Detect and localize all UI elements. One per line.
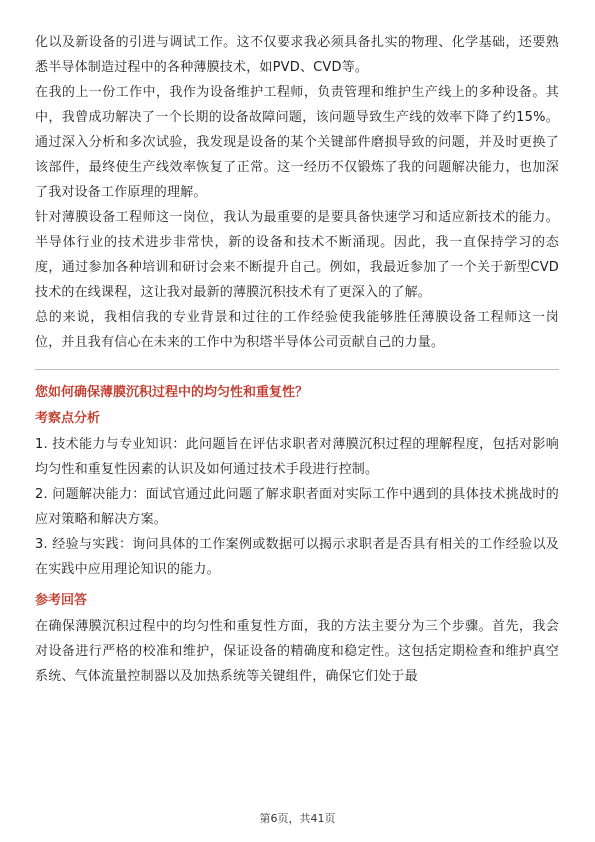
learning-paragraph: 针对薄膜设备工程师这一岗位，我认为最重要的是要具备快速学习和适应新技术的能力。半导体行业的技术进步非常快，新的设备和技术不断涌现。因此，我一直保持学习的态度，通过参加各种培训和研讨会来不断提升自己。例如，我最近参加了一个关于新型CVD技术的在线课程，这让我对最新的薄膜沉积技术有了更深入的了解。 bbox=[35, 210, 559, 300]
analysis-item-2: 2. 问题解决能力：面试官通过此问题了解求职者面对实际工作中遇到的具体技术挑战时的应对策略和解决方案。 bbox=[35, 487, 559, 527]
continued-paragraph: 化以及新设备的引进与调试工作。这不仅要求我必须具备扎实的物理、化学基础，还要熟悉半导体制造过程中的各种薄膜技术，如PVD、CVD等。 bbox=[35, 35, 559, 75]
analysis-item-3: 3. 经验与实践：询问具体的工作案例或数据可以揭示求职者是否具有相关的工作经验以及在实践中应用理论知识的能力。 bbox=[35, 537, 559, 577]
experience-paragraph: 在我的上一份工作中，我作为设备维护工程师，负责管理和维护生产线上的多种设备。其中，我曾成功解决了一个长期的设备故障问题，该问题导致生产线的效率下降了约15%。通过深入分析和多次试验，我发现是设备的某个关键部件磨损导致的问题，并及时更换了该部件，最终使生产线效率恢复了正常。这一经历不仅锻炼了我的问题解决能力，也加深了我对设备工作原理的理解。 bbox=[35, 85, 559, 200]
analysis-heading: 考察点分析 bbox=[35, 411, 101, 426]
section-divider bbox=[35, 369, 559, 370]
summary-paragraph: 总的来说，我相信我的专业背景和过往的工作经验使我能够胜任薄膜设备工程师这一岗位，并且我有信心在未来的工作中为积塔半导体公司贡献自己的力量。 bbox=[35, 310, 559, 350]
answer-paragraph: 在确保薄膜沉积过程中的均匀性和重复性方面，我的方法主要分为三个步骤。首先，我会对设备进行严格的校准和维护，保证设备的精确度和稳定性。这包括定期检查和维护真空系统、气体流量控制器以及加热系统等关键组件，确保它们处于最 bbox=[35, 619, 559, 684]
question-title: 您如何确保薄膜沉积过程中的均匀性和重复性？ bbox=[35, 385, 309, 400]
analysis-item-1: 1. 技术能力与专业知识：此问题旨在评估求职者对薄膜沉积过程的理解程度，包括对影响均匀性和重复性因素的认识及如何通过技术手段进行控制。 bbox=[35, 437, 559, 477]
page-number: 第6页，共41页 bbox=[259, 812, 336, 825]
document-page bbox=[35, 30, 559, 689]
answer-heading: 参考回答 bbox=[35, 593, 88, 608]
